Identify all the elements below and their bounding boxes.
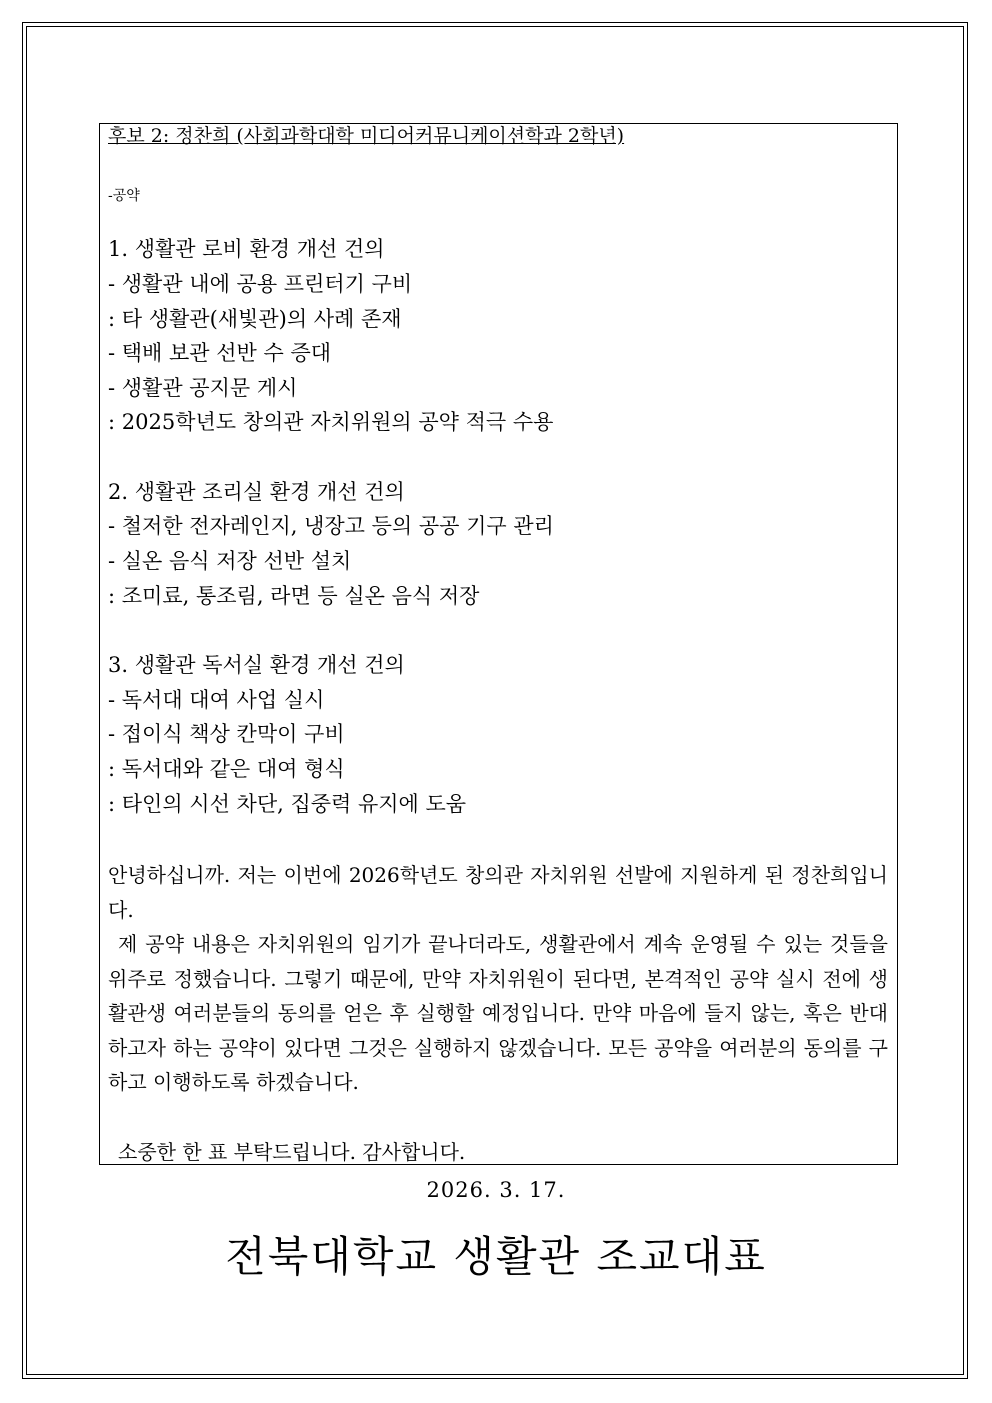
issuer-signature: 전북대학교 생활관 조교대표: [225, 1232, 767, 1281]
pledge-item: - 실온 음식 저장 선반 설치: [108, 549, 352, 573]
closing-paragraph: 소중한 한 표 부탁드립니다. 감사합니다.: [118, 1140, 466, 1164]
pledge-item: - 독서대 대여 사업 실시: [108, 688, 325, 712]
candidate-heading: 후보 2: 정찬희 (사회과학대학 미디어커뮤니케이션학과 2학년): [108, 125, 625, 147]
pledge-item: - 생활관 공지문 게시: [108, 376, 298, 400]
pledge-section-2-title: 2. 생활관 조리실 환경 개선 건의: [108, 480, 405, 504]
pledge-note: : 조미료, 통조림, 라면 등 실온 음식 저장: [108, 584, 480, 608]
pledge-note: : 타인의 시선 차단, 집중력 유지에 도움: [108, 792, 467, 816]
pledge-label: -공약: [108, 188, 140, 204]
pledge-item: - 접이식 책상 칸막이 구비: [108, 722, 345, 746]
body-paragraph: 제 공약 내용은 자치위원의 임기가 끝나더라도, 생활관에서 계속 운영될 수 있는 것들을 위주로 정했습니다. 그렇기 때문에, 만약 자치위원이 된다면, 본격적인 공약 실시 전에 생활관생 여러분들의 동의를 얻은 후 실행할 예정입니다. 만약 마음에 들지 않는, 혹은 반대하고자 하는 공약이 있다면 그것은 실행하지 않겠습니다. 모든 공약을 여러분의 동의를 구하고 이행하도록 하겠습니다.: [108, 932, 889, 1095]
intro-paragraph: 안녕하십니까. 저는 이번에 2026학년도 창의관 자치위원 선발에 지원하게 된 정찬희입니다.: [108, 863, 888, 922]
document-date: 2026. 3. 17.: [426, 1178, 566, 1202]
pledge-note: : 독서대와 같은 대여 형식: [108, 757, 345, 781]
pledge-note: : 타 생활관(새빛관)의 사례 존재: [108, 307, 402, 331]
pledge-item: - 철저한 전자레인지, 냉장고 등의 공공 기구 관리: [108, 514, 554, 538]
pledge-section-3-title: 3. 생활관 독서실 환경 개선 건의: [108, 653, 405, 677]
pledge-note: : 2025학년도 창의관 자치위원의 공약 적극 수용: [108, 410, 554, 434]
pledge-section-1-title: 1. 생활관 로비 환경 개선 건의: [108, 237, 385, 261]
pledge-item: - 택배 보관 선반 수 증대: [108, 341, 332, 365]
pledge-item: - 생활관 내에 공용 프린터기 구비: [108, 272, 413, 296]
